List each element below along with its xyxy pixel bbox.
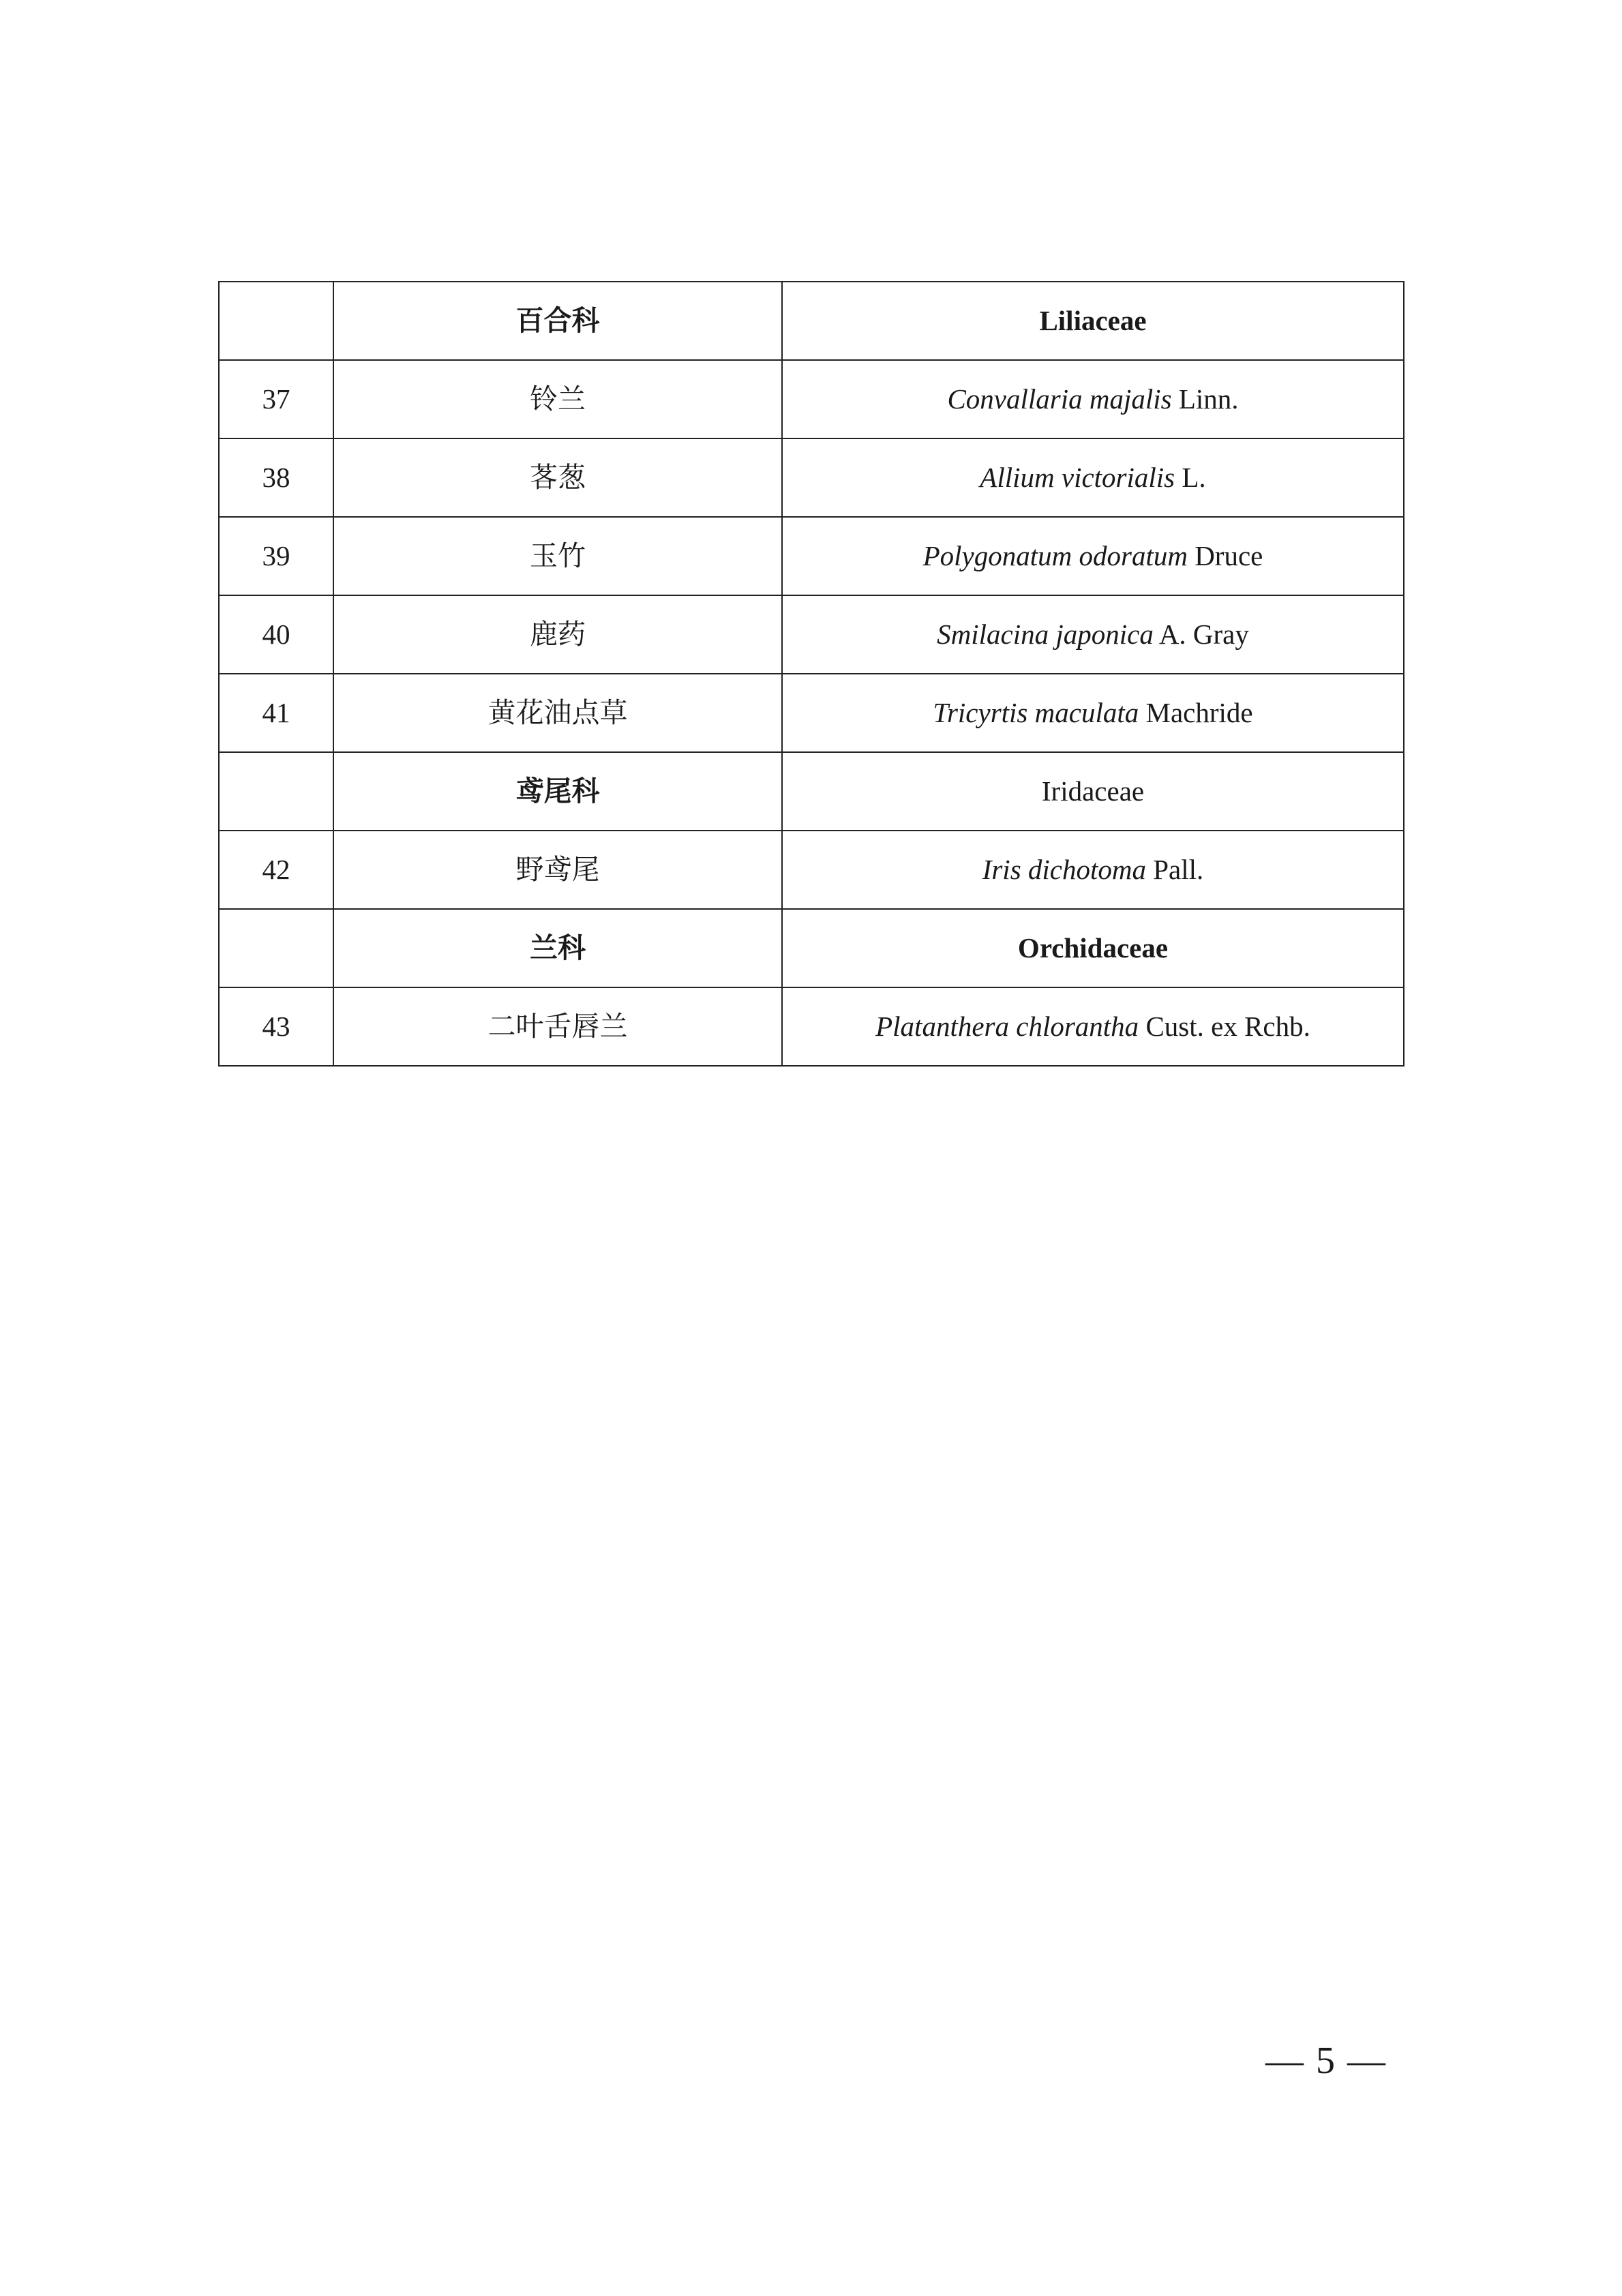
row-number	[219, 909, 333, 987]
latin-authority: A. Gray	[1153, 618, 1249, 650]
latin-family-text: Liliaceae	[1039, 304, 1147, 336]
chinese-species-name: 铃兰	[333, 360, 782, 438]
chinese-family-name: 兰科	[333, 909, 782, 987]
species-row	[219, 595, 1404, 674]
latin-species-name	[782, 360, 1404, 438]
row-number: 38	[219, 438, 333, 517]
latin-binomial: Allium victorialis	[980, 461, 1175, 493]
latin-species-name	[782, 595, 1404, 674]
latin-binomial: Tricyrtis maculata	[933, 696, 1139, 728]
row-number: 41	[219, 674, 333, 752]
row-number: 40	[219, 595, 333, 674]
latin-species-name	[782, 987, 1404, 1066]
latin-authority: Linn.	[1171, 383, 1239, 415]
species-row	[219, 987, 1404, 1066]
species-row	[219, 831, 1404, 909]
latin-family-name	[782, 909, 1404, 987]
chinese-species-name: 野鸢尾	[333, 831, 782, 909]
chinese-species-name: 二叶舌唇兰	[333, 987, 782, 1066]
row-number	[219, 282, 333, 360]
species-table	[218, 281, 1405, 1067]
species-row	[219, 360, 1404, 438]
latin-binomial: Convallaria majalis	[947, 383, 1172, 415]
row-number: 37	[219, 360, 333, 438]
latin-authority: Cust. ex Rchb.	[1139, 1010, 1310, 1042]
chinese-species-name: 玉竹	[333, 517, 782, 595]
page-number: — 5 —	[1265, 2040, 1387, 2082]
chinese-family-name: 鸢尾科	[333, 752, 782, 831]
latin-authority: Machride	[1139, 696, 1253, 728]
chinese-species-name: 鹿药	[333, 595, 782, 674]
latin-species-name	[782, 438, 1404, 517]
row-number	[219, 752, 333, 831]
latin-species-name	[782, 517, 1404, 595]
family-row-iridaceae	[219, 752, 1404, 831]
species-row	[219, 438, 1404, 517]
latin-family-name	[782, 752, 1404, 831]
latin-binomial: Iris dichotoma	[982, 853, 1146, 885]
latin-binomial: Platanthera chlorantha	[875, 1010, 1139, 1042]
species-row	[219, 674, 1404, 752]
chinese-species-name: 黄花油点草	[333, 674, 782, 752]
latin-family-text: Orchidaceae	[1017, 931, 1169, 964]
row-number: 43	[219, 987, 333, 1066]
latin-authority: Druce	[1187, 539, 1263, 571]
latin-family-name	[782, 282, 1404, 360]
latin-binomial: Polygonatum odoratum	[922, 539, 1188, 571]
family-row-liliaceae	[219, 282, 1404, 360]
chinese-family-name: 百合科	[333, 282, 782, 360]
latin-species-name	[782, 674, 1404, 752]
row-number: 39	[219, 517, 333, 595]
family-row-orchidaceae	[219, 909, 1404, 987]
latin-species-name	[782, 831, 1404, 909]
latin-authority: Pall.	[1146, 853, 1204, 885]
latin-binomial: Smilacina japonica	[937, 618, 1154, 650]
row-number: 42	[219, 831, 333, 909]
chinese-species-name: 茖葱	[333, 438, 782, 517]
latin-authority: L.	[1175, 461, 1206, 493]
latin-family-text: Iridaceae	[1041, 775, 1145, 807]
species-row	[219, 517, 1404, 595]
